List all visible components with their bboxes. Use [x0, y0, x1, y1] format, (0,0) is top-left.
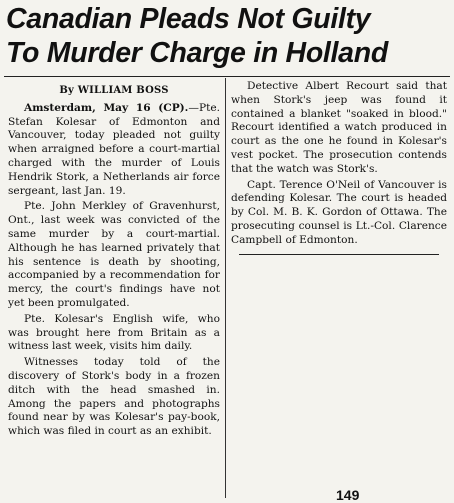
- article-paragraph: Pte. John Merkley of Gravenhurst, Ont., last week was convicted of the same murder by a court-martial. Although he has learned privately that his sentence is death by shooting, accompanied by a recommendation for mercy, the court's findings have not yet been promulgated.: [8, 200, 220, 309]
- article-column-right: [231, 80, 447, 255]
- column-divider: [225, 78, 226, 498]
- article-paragraph: [8, 102, 220, 199]
- article-paragraph: Capt. Terence O'Neil of Vancouver is defending Kolesar. The court is headed by Col. M. B. K. Gordon of Ottawa. The prosecuting counsel is Lt.-Col. Clarence Campbell of Edmonton.: [231, 178, 447, 246]
- byline: By WILLIAM BOSS: [59, 85, 169, 96]
- article-paragraph: Detective Albert Recourt said that when Stork's jeep was found it contained a blanket "soaked in blood." Recourt identified a watch produced in court as the one he found in Kolesar's vest pocket. The prosecution contends that the watch was Stork's.: [231, 80, 447, 175]
- paragraph-text: —Pte. Stefan Kolesar of Edmonton and Vancouver, today pleaded not guilty when arraigned before a court-martial charged with the murder of Louis Hendrik Stork, a Netherlands air force sergeant, last Jan. 19.: [8, 101, 220, 197]
- headline-line-2: To Murder Charge in Holland: [6, 37, 388, 69]
- headline: [6, 2, 452, 70]
- end-rule: [239, 254, 439, 255]
- article-paragraph: Pte. Kolesar's English wife, who was brought here from Britain as a witness last week, visits him daily.: [8, 312, 220, 353]
- dateline: Amsterdam, May 16 (CP).: [24, 101, 189, 114]
- article-paragraph: Witnesses today told of the discovery of Stork's body in a frozen ditch with the head smashed in. Among the papers and photographs found near by was Kolesar's pay-book, which was filed in court as an exhibit.: [8, 356, 220, 438]
- page-number: 149: [336, 487, 360, 503]
- article-column-left: [8, 80, 220, 441]
- headline-line-1: Canadian Pleads Not Guilty: [6, 3, 371, 35]
- headline-rule: [4, 76, 450, 77]
